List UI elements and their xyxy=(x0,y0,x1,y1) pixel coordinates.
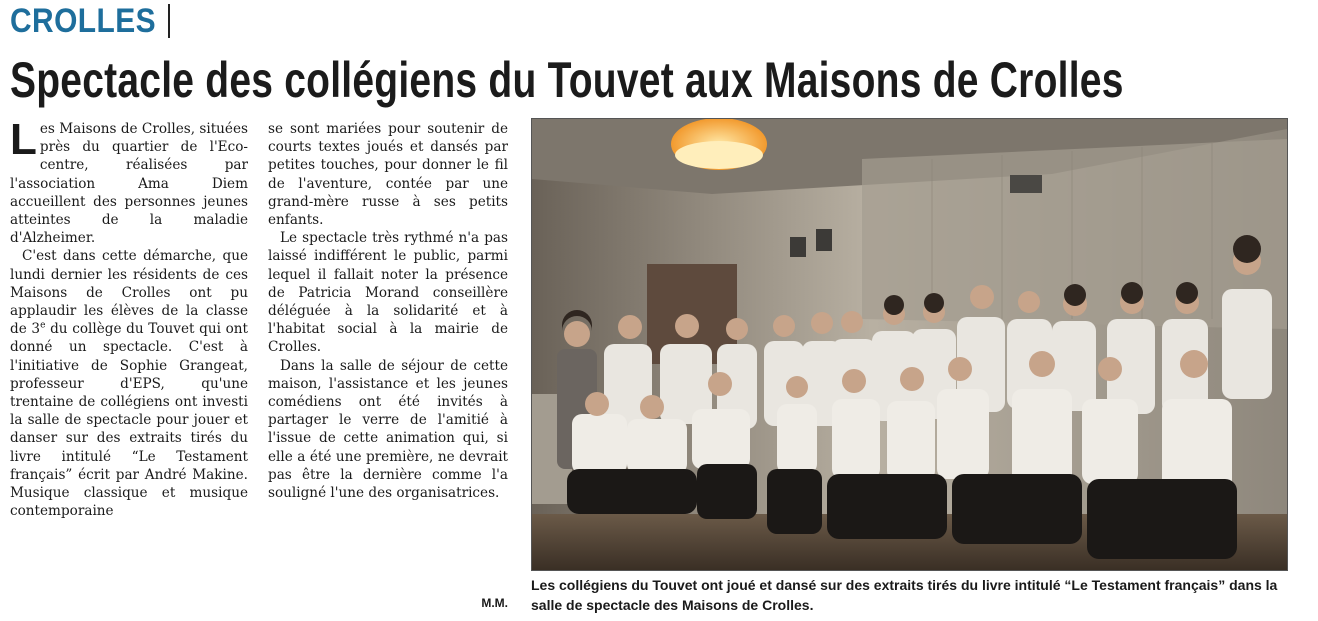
article-paragraph-1 xyxy=(10,115,248,247)
paragraph-1-text: es Maisons de Crolles, situées près du quartier de l'Eco-centre, réalisées par l'association Ama Diem accueillent des personnes jeunes atteintes de la maladie d'Alzheimer. xyxy=(10,121,248,247)
photo-caption: Les collégiens du Touvet ont joué et dansé sur des extraits tirés du livre intitulé “Le Testament français” dans la salle de spectacle des Maisons de Crolles. xyxy=(531,577,1278,613)
article-paragraph-2 xyxy=(10,247,248,520)
section-label: CROLLES xyxy=(10,1,157,40)
drop-cap: L xyxy=(10,115,37,164)
article-paragraph-3: Le spectacle très rythmé n'a pas laissé indifférent le public, parmi lequel il fallait noter la présence de Patricia Morand conseillère déléguée à la solidarité et à l'habitat social à la mairie de Crolles. xyxy=(268,230,508,356)
article-column-1 xyxy=(10,115,249,520)
paragraph-2-text-a: C'est dans cette démarche, que lundi dernier les résidents de ces Maisons de Crolles ont pu applaudir les élèves de la classe de 3 xyxy=(10,248,248,338)
group-photo-illustration xyxy=(532,119,1287,570)
section-divider xyxy=(168,4,170,38)
article-column-2 xyxy=(268,120,508,502)
section-kicker xyxy=(10,2,170,40)
author-initials: M.M. xyxy=(481,596,508,610)
article-paragraph-2-continued: se sont mariées pour soutenir de courts textes joués et dansés par petites touches, pour donner le fil de l'aventure, contée par une grand-mère russe à ses petits enfants. xyxy=(268,121,508,229)
article-paragraph-4: Dans la salle de séjour de cette maison, l'assistance et les jeunes comédiens ont été invités à partager le verre de l'amitié à l'issue de cette animation qui, si elle a été une première, ne devrait pas être la dernière comme l'a souligné l'une des organisatrices. xyxy=(268,357,508,502)
headline: Spectacle des collégiens du Touvet aux Maisons de Crolles xyxy=(10,52,1124,108)
article-photo xyxy=(531,118,1288,571)
paragraph-2-text-b: du collège du Touvet qui ont donné un spectacle. C'est à l'initiative de Sophie Grangeat, professeur d'EPS, qu'une trentaine de collégiens ont investi la salle de spectacle pour jouer et danser sur des extraits tirés du livre intitulé “Le Testament français” écrit par André Makine. Musique classique et musique contemporaine xyxy=(10,321,249,520)
superscript-e: e xyxy=(40,320,46,331)
